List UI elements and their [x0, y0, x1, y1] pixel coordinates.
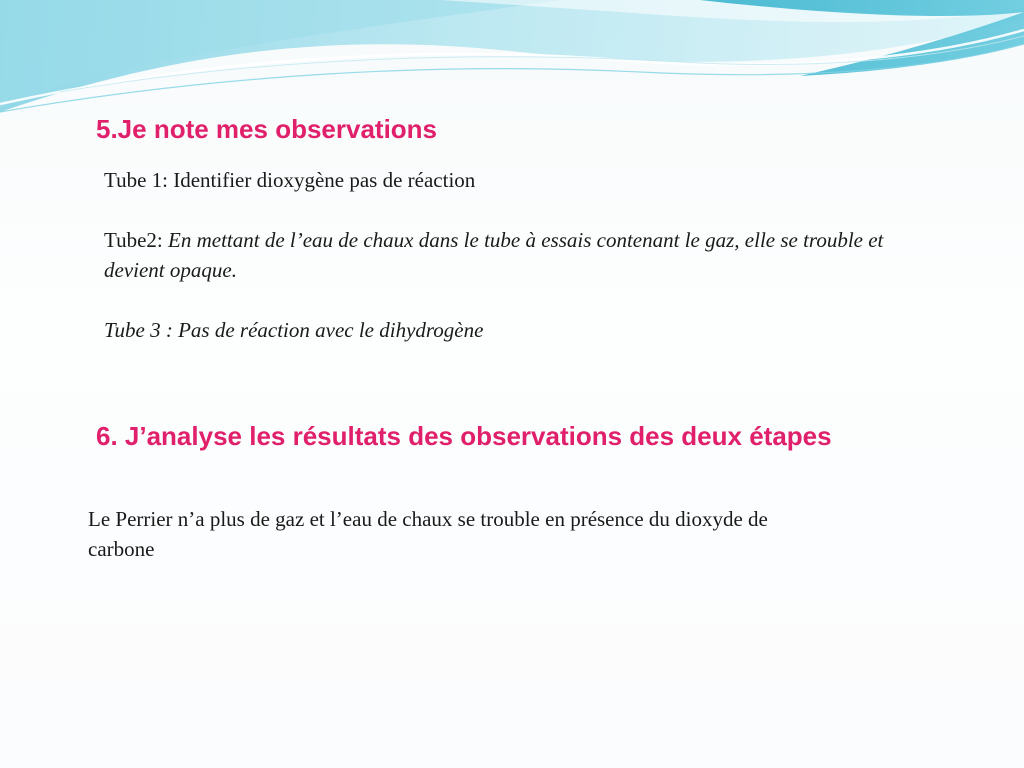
observations-block	[104, 165, 894, 345]
section-6-title: 6. J’analyse les résultats des observations des deux étapes	[96, 421, 832, 451]
tube2-label: Tube2:	[104, 228, 168, 252]
tube1-observation: Tube 1: Identifier dioxygène pas de réaction	[104, 168, 476, 192]
decorative-wave-header	[0, 0, 1024, 120]
tube2-text: En mettant de l’eau de chaux dans le tube à essais contenant le gaz, elle se trouble et devient opaque.	[104, 228, 884, 282]
tube3-observation: Tube 3 : Pas de réaction avec le dihydrogène	[104, 318, 484, 342]
section-5-title: 5.Je note mes observations	[96, 114, 438, 144]
tube2-observation	[104, 225, 894, 285]
analysis-text: Le Perrier n’a plus de gaz et l’eau de chaux se trouble en présence du dioxyde de carbone	[88, 507, 768, 561]
